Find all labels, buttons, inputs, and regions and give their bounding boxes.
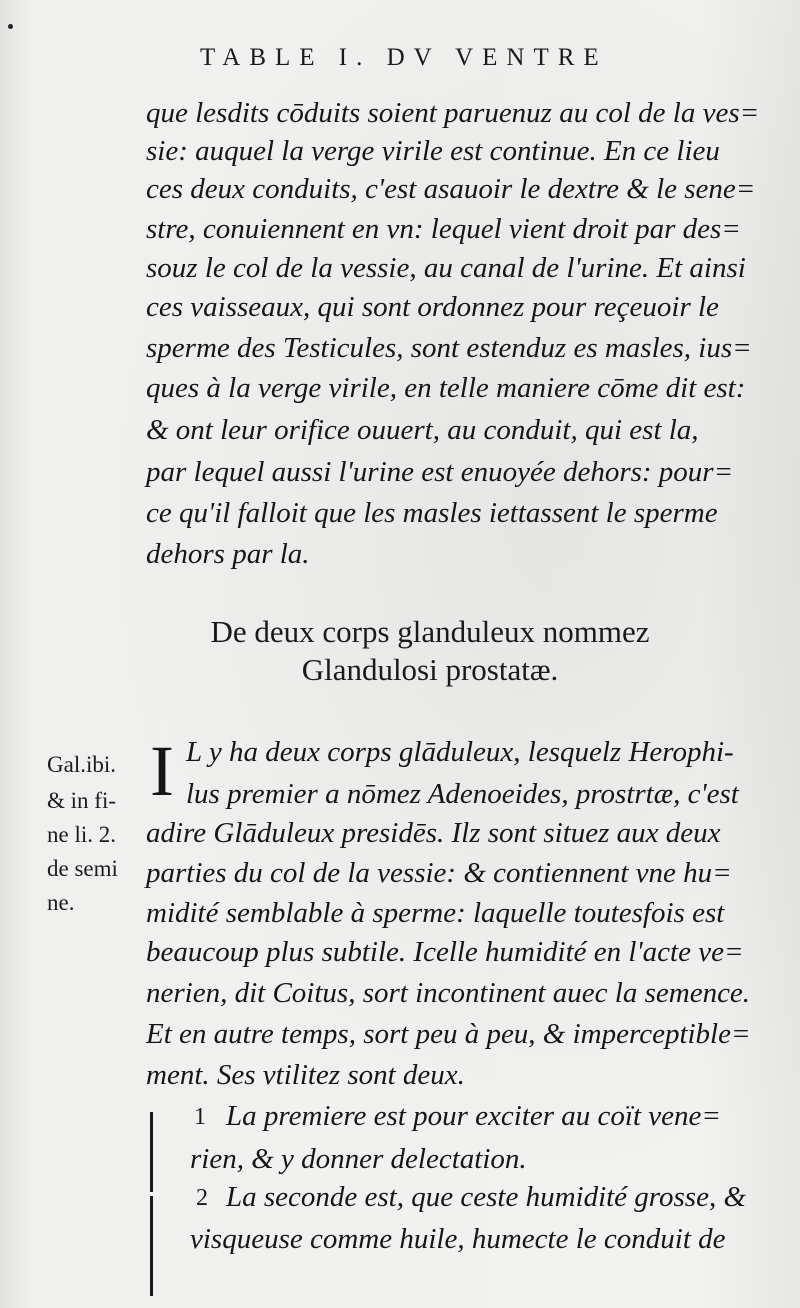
text-line: L y ha deux corps glāduleux, lesquelz Herophi- bbox=[186, 736, 734, 768]
text-line: parties du col de la vessie: & contiennent vne hu= bbox=[146, 857, 732, 889]
text-line: beaucoup plus subtile. Icelle humidité en l'acte ve= bbox=[146, 936, 744, 968]
ink-dot bbox=[8, 24, 13, 29]
margin-note-line: & in fi- bbox=[47, 788, 116, 813]
text-line: sie: auquel la verge virile est continue. En ce lieu bbox=[146, 135, 720, 167]
list-brace bbox=[150, 1196, 171, 1296]
drop-cap: I bbox=[150, 731, 174, 811]
text-line: stre, conuiennent en vn: lequel vient droit par des= bbox=[146, 213, 741, 245]
running-head: TABLE I. DV VENTRE bbox=[200, 44, 608, 71]
text-line: ce qu'il falloit que les masles iettassent le sperme bbox=[146, 497, 718, 529]
list-line: visqueuse comme huile, humecte le conduit de bbox=[190, 1223, 726, 1255]
text-line: Et en autre temps, sort peu à peu, & imperceptible= bbox=[146, 1018, 751, 1050]
list-line: La seconde est, que ceste humidité grosse, & bbox=[226, 1181, 747, 1213]
margin-note-line: ne. bbox=[47, 890, 75, 915]
section-heading-line2: Glandulosi prostatæ. bbox=[301, 652, 559, 687]
text-line: ques à la verge virile, en telle maniere cōme dit est: bbox=[146, 372, 746, 404]
margin-note-line: ne li. 2. bbox=[47, 822, 116, 847]
text-line: sperme des Testicules, sont estenduz es masles, ius= bbox=[146, 332, 752, 364]
list-line: La premiere est pour exciter au coït vene= bbox=[226, 1100, 721, 1132]
section-heading-line1: De deux corps glanduleux nommez bbox=[210, 614, 650, 649]
text-line: que lesdits cōduits soient paruenuz au col de la ves= bbox=[146, 97, 760, 129]
text-line: adire Glāduleux presidēs. Ilz sont situez aux deux bbox=[146, 817, 721, 849]
margin-note-line: de semi bbox=[47, 856, 118, 881]
text-line: ces vaisseaux, qui sont ordonnez pour reçeuoir le bbox=[146, 291, 719, 323]
text-line: midité semblable à sperme: laquelle toutesfois est bbox=[146, 897, 725, 929]
list-line: rien, & y donner delectation. bbox=[190, 1143, 527, 1175]
text-line: nerien, dit Coitus, sort incontinent auec la semence. bbox=[146, 977, 751, 1009]
text-line: lus premier a nōmez Adenoeides, prostrtæ, c'est bbox=[186, 778, 739, 810]
text-line: ces deux conduits, c'est asauoir le dextre & le sene= bbox=[146, 173, 756, 205]
bleed-through-mark bbox=[560, 548, 570, 558]
text-line: ment. Ses vtilitez sont deux. bbox=[146, 1059, 465, 1091]
list-brace bbox=[150, 1112, 171, 1192]
list-number: 1 bbox=[194, 1104, 206, 1130]
text-line: & ont leur orifice ouuert, au conduit, qui est la, bbox=[146, 414, 699, 446]
text-line: par lequel aussi l'urine est enuoyée dehors: pour= bbox=[146, 456, 734, 488]
list-number: 2 bbox=[196, 1185, 208, 1211]
margin-note-line: Gal.ibi. bbox=[47, 752, 116, 777]
text-line: dehors par la. bbox=[146, 538, 310, 570]
text-line: souz le col de la vessie, au canal de l'urine. Et ainsi bbox=[146, 252, 746, 284]
